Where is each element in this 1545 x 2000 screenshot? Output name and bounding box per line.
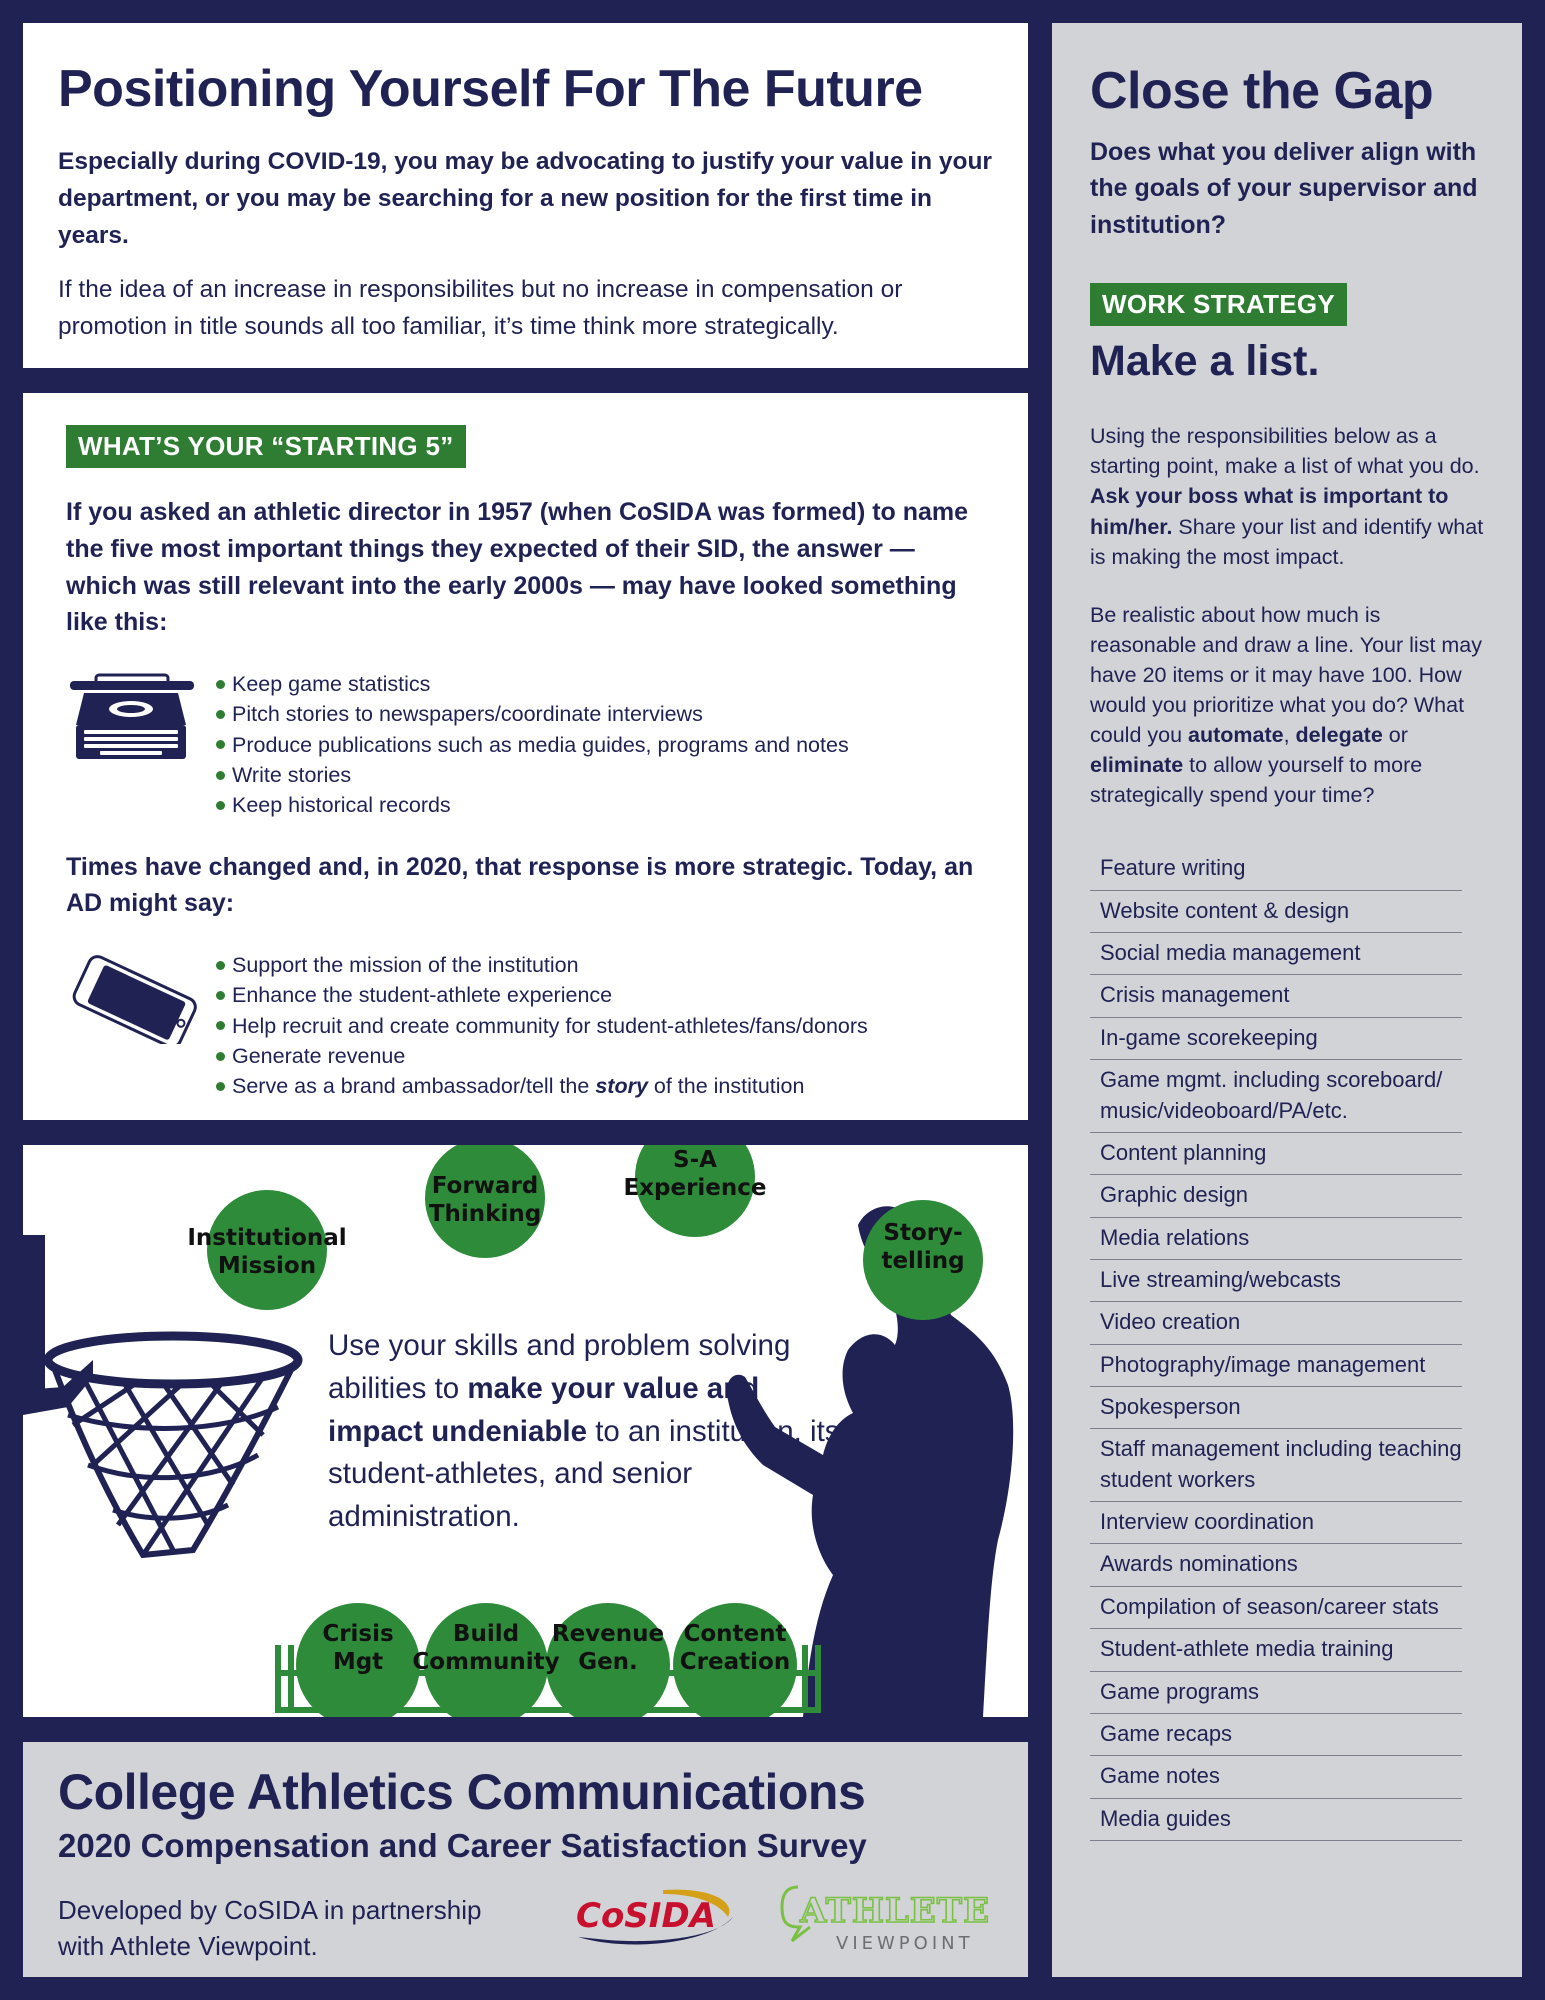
list-item: Social media management xyxy=(1090,933,1462,975)
list-item: Staff management including teaching student workers xyxy=(1090,1429,1462,1502)
list-item: Game mgmt. including scoreboard/ music/videoboard/PA/etc. xyxy=(1090,1060,1462,1133)
list-item: Generate revenue xyxy=(216,1041,868,1071)
list-item: Content planning xyxy=(1090,1133,1462,1175)
survey-subtitle: 2020 Compensation and Career Satisfaction Survey xyxy=(58,1827,867,1864)
survey-title: College Athletics Communications xyxy=(58,1764,866,1820)
list-item: Support the mission of the institution xyxy=(216,950,868,980)
cosida-logo xyxy=(568,1882,738,1952)
athlete-viewpoint-logo xyxy=(778,1877,1018,1957)
new-expectations xyxy=(66,950,985,1102)
list-item: Serve as a brand ambassador/tell the story of the institution xyxy=(216,1071,868,1101)
work-strategy-tag: WORK STRATEGY xyxy=(1090,283,1347,326)
list-item: Awards nominations xyxy=(1090,1544,1462,1586)
list-item: Write stories xyxy=(216,760,849,790)
new-expectations-list xyxy=(216,950,868,1102)
ball-label: S-A xyxy=(673,1147,717,1173)
future-lead: Especially during COVID-19, you may be advocating to justify your value in your department, or you may be searching for a new position for the first time in years. xyxy=(58,148,992,249)
ball-label: Mission xyxy=(217,1253,317,1279)
ball-label: Crisis xyxy=(322,1621,394,1647)
ball-label: Institutional xyxy=(187,1225,347,1251)
old-expectations xyxy=(66,669,985,821)
svg-text:CoSIDA: CoSIDA xyxy=(576,1896,716,1936)
times-changed-text: Times have changed and, in 2020, that response is more strategic. Today, an AD might say: xyxy=(66,852,974,918)
ball-label: Build xyxy=(452,1621,520,1647)
list-item: Video creation xyxy=(1090,1302,1462,1344)
starting-five-panel xyxy=(23,393,1028,1120)
svg-text:VIEWPOINT: VIEWPOINT xyxy=(836,1933,974,1954)
starting-five-question: If you asked an athletic director in 1957 (when CoSIDA was formed) to name the five most important things they expected of their SID, the answer — which was still relevant into the early 2000s — may have looked something like this: xyxy=(66,498,969,637)
list-item: Help recruit and create community for student-athletes/fans/donors xyxy=(216,1011,868,1041)
ball-label: Experience xyxy=(623,1175,767,1201)
list-item: Game recaps xyxy=(1090,1714,1462,1756)
svg-text:ATHLETE: ATHLETE xyxy=(800,1891,990,1931)
gap-paragraph-2: Be realistic about how much is reasonable and draw a line. Your list may have 20 items or it may have 100. How would you prioritize what you do? What could you automate, delegate or eliminate to allow yourself to more strategically spend your time? xyxy=(1090,602,1483,808)
future-panel xyxy=(23,23,1028,368)
list-item: Crisis management xyxy=(1090,975,1462,1017)
future-title: Positioning Yourself For The Future xyxy=(58,60,923,118)
list-item: Compilation of season/career stats xyxy=(1090,1587,1462,1629)
list-item: Media relations xyxy=(1090,1218,1462,1260)
list-item: Game programs xyxy=(1090,1672,1462,1714)
skills-illustration-panel xyxy=(23,1145,1028,1717)
ball-label: Creation xyxy=(679,1649,791,1675)
ball-label: Mgt xyxy=(332,1649,384,1675)
ball-label: Content xyxy=(683,1621,787,1647)
list-item: Enhance the student-athlete experience xyxy=(216,980,868,1010)
developed-by-text: Developed by CoSIDA in partnership with Athlete Viewpoint. xyxy=(58,1895,482,1962)
list-item: Keep historical records xyxy=(216,790,849,820)
list-item: Spokesperson xyxy=(1090,1387,1462,1429)
close-the-gap-panel xyxy=(1052,23,1522,1977)
skills-message: Use your skills and problem solving abilities to make your value and impact undeniable to an institution, its student-athletes, and senior administration. xyxy=(328,1329,840,1534)
typewriter-icon xyxy=(66,669,216,768)
ball-label: Story- xyxy=(883,1220,963,1246)
list-item: Graphic design xyxy=(1090,1175,1462,1217)
smartphone-icon xyxy=(66,950,216,1049)
footer-panel xyxy=(23,1742,1028,1977)
responsibilities-list xyxy=(1090,848,1462,1841)
ball-label: Forward xyxy=(431,1173,539,1199)
list-item: Photography/image management xyxy=(1090,1345,1462,1387)
list-item: Student-athlete media training xyxy=(1090,1629,1462,1671)
list-item: Website content & design xyxy=(1090,891,1462,933)
future-body: If the idea of an increase in responsibilites but no increase in compensation or promotion in title sounds all too familiar, it’s time think more strategically. xyxy=(58,276,903,341)
ball-label: Community xyxy=(412,1649,560,1675)
list-item: Media guides xyxy=(1090,1799,1462,1841)
list-item: Live streaming/webcasts xyxy=(1090,1260,1462,1302)
gap-subtitle: Does what you deliver align with the goals of your supervisor and institution? xyxy=(1090,138,1478,239)
list-item: Pitch stories to newspapers/coordinate interviews xyxy=(216,699,849,729)
ball-label: Thinking xyxy=(428,1201,542,1227)
list-item: In-game scorekeeping xyxy=(1090,1018,1462,1060)
list-item: Keep game statistics xyxy=(216,669,849,699)
old-expectations-list xyxy=(216,669,849,821)
list-item: Interview coordination xyxy=(1090,1502,1462,1544)
list-item: Produce publications such as media guides, programs and notes xyxy=(216,730,849,760)
make-a-list-heading: Make a list. xyxy=(1090,336,1320,385)
starting-five-tag: WHAT’S YOUR “STARTING 5” xyxy=(66,425,466,468)
list-item: Feature writing xyxy=(1090,848,1462,890)
ball-label: telling xyxy=(881,1248,965,1274)
gap-title: Close the Gap xyxy=(1090,62,1434,120)
ball-label: Gen. xyxy=(578,1649,638,1675)
gap-paragraph-1: Using the responsibilities below as a starting point, make a list of what you do. Ask your boss what is important to him/her. Share your list and identify what is making the most impact. xyxy=(1090,424,1484,569)
ball-label: Revenue xyxy=(551,1621,665,1647)
list-item: Game notes xyxy=(1090,1756,1462,1798)
